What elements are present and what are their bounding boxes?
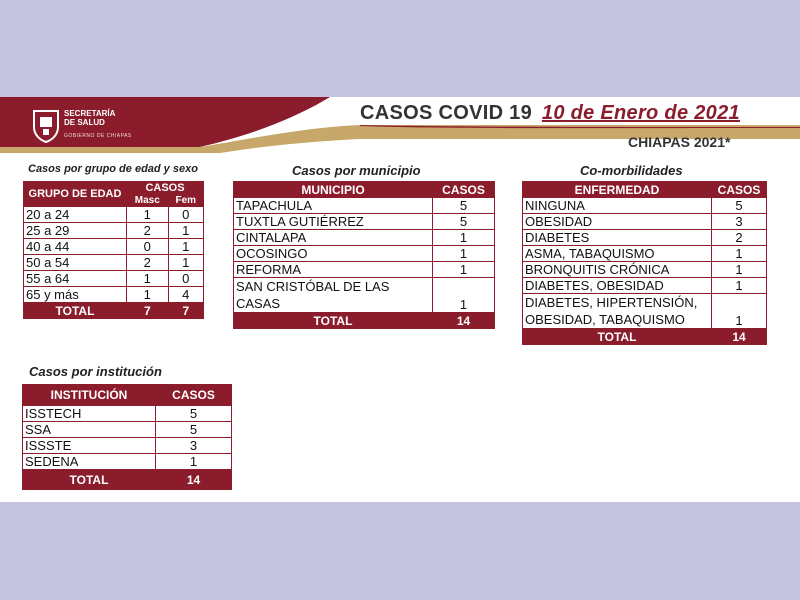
col-institucion: INSTITUCIÓN	[23, 385, 156, 406]
col-casos: CASOS	[156, 385, 232, 406]
logo-line2: DE SALUD	[64, 118, 105, 127]
col-casos: CASOS	[712, 182, 767, 198]
col-casos: CASOS	[433, 182, 495, 198]
institucion-casos: 3	[156, 438, 232, 454]
edad-masc: 0	[127, 239, 169, 255]
state-label: CHIAPAS 2021*	[628, 134, 731, 150]
total-label: TOTAL	[24, 303, 127, 319]
enfermedad-name	[523, 294, 712, 329]
edad-masc: 1	[127, 207, 169, 223]
edad-grupo: 40 a 44	[24, 239, 127, 255]
total-fem: 7	[168, 303, 203, 319]
municipio-name: CINTALAPA	[234, 230, 433, 246]
table-row	[234, 230, 495, 246]
edad-section-title: Casos por grupo de edad y sexo	[28, 163, 198, 175]
enfermedad-name: BRONQUITIS CRÓNICA	[523, 262, 712, 278]
municipio-name	[234, 278, 433, 313]
table-row	[234, 262, 495, 278]
table-row	[24, 255, 204, 271]
enfermedad-name: ASMA, TABAQUISMO	[523, 246, 712, 262]
table-row	[23, 438, 232, 454]
total-row	[23, 470, 232, 490]
table-row	[523, 214, 767, 230]
enfermedad-name: DIABETES	[523, 230, 712, 246]
table-row	[523, 246, 767, 262]
edad-masc: 1	[127, 287, 169, 303]
institucion-casos: 5	[156, 406, 232, 422]
edad-table	[23, 181, 204, 319]
col-fem: Fem	[168, 195, 203, 207]
enfermedad-name: DIABETES, OBESIDAD	[523, 278, 712, 294]
logo-subtitle: GOBIERNO DE CHIAPAS	[64, 133, 132, 139]
table-row	[523, 262, 767, 278]
total-label: TOTAL	[523, 329, 712, 345]
col-grupo-edad: GRUPO DE EDAD	[24, 182, 127, 207]
table-row	[24, 271, 204, 287]
report-sheet	[0, 97, 800, 502]
edad-grupo: 65 y más	[24, 287, 127, 303]
institucion-table	[22, 384, 232, 490]
total-row	[234, 313, 495, 329]
enfermedad-casos: 1	[712, 262, 767, 278]
coat-of-arms-icon	[32, 109, 60, 143]
table-row	[24, 223, 204, 239]
total-label: TOTAL	[234, 313, 433, 329]
edad-header-row	[24, 182, 204, 195]
municipio-table	[233, 181, 495, 329]
edad-fem: 1	[168, 223, 203, 239]
title-text: CASOS COVID 19	[360, 102, 533, 124]
institucion-casos: 1	[156, 454, 232, 470]
municipio-casos: 5	[433, 198, 495, 214]
enfermedad-casos: 1	[712, 246, 767, 262]
edad-fem: 0	[168, 271, 203, 287]
municipio-casos: 1	[433, 230, 495, 246]
municipio-casos: 1	[433, 246, 495, 262]
institucion-casos: 5	[156, 422, 232, 438]
municipio-name: TUXTLA GUTIÉRREZ	[234, 214, 433, 230]
edad-masc: 2	[127, 223, 169, 239]
table-row	[23, 406, 232, 422]
municipio-name: TAPACHULA	[234, 198, 433, 214]
edad-grupo: 20 a 24	[24, 207, 127, 223]
col-casos: CASOS	[127, 182, 204, 195]
municipio-header-row	[234, 182, 495, 198]
enfermedad-name: OBESIDAD	[523, 214, 712, 230]
municipio-casos: 1	[433, 262, 495, 278]
col-municipio: MUNICIPIO	[234, 182, 433, 198]
table-row	[23, 422, 232, 438]
municipio-name-line1: SAN CRISTÓBAL DE LAS	[236, 279, 390, 294]
logo-line1: SECRETARÍA	[64, 109, 116, 118]
edad-grupo: 50 a 54	[24, 255, 127, 271]
table-row	[234, 278, 495, 313]
municipio-casos: 1	[433, 278, 495, 313]
table-row	[523, 294, 767, 329]
municipio-section-title: Casos por municipio	[292, 163, 421, 178]
comorbilidades-header-row	[523, 182, 767, 198]
table-row	[24, 239, 204, 255]
total-label: TOTAL	[23, 470, 156, 490]
edad-grupo: 25 a 29	[24, 223, 127, 239]
comorbilidades-section-title: Co-morbilidades	[580, 163, 683, 178]
institucion-name: ISSSTE	[23, 438, 156, 454]
enfermedad-casos: 1	[712, 278, 767, 294]
municipio-name: REFORMA	[234, 262, 433, 278]
table-row	[234, 198, 495, 214]
enfermedad-casos: 3	[712, 214, 767, 230]
report-date: 10 de Enero de 2021	[541, 102, 740, 124]
enfermedad-name-line2: OBESIDAD, TABAQUISMO	[525, 312, 685, 327]
total-row	[24, 303, 204, 319]
total-value: 14	[156, 470, 232, 490]
table-row	[234, 214, 495, 230]
table-row	[234, 246, 495, 262]
edad-masc: 2	[127, 255, 169, 271]
edad-fem: 0	[168, 207, 203, 223]
comorbilidades-table	[522, 181, 767, 345]
edad-grupo: 55 a 64	[24, 271, 127, 287]
institucion-section-title: Casos por institución	[29, 364, 162, 379]
table-row	[23, 454, 232, 470]
institucion-name: SSA	[23, 422, 156, 438]
municipio-name: OCOSINGO	[234, 246, 433, 262]
table-row	[523, 278, 767, 294]
table-row	[523, 198, 767, 214]
total-masc: 7	[127, 303, 169, 319]
edad-masc: 1	[127, 271, 169, 287]
col-masc: Masc	[127, 195, 169, 207]
institucion-name: SEDENA	[23, 454, 156, 470]
municipio-name-line2: CASAS	[236, 296, 281, 311]
secretaria-salud-logo	[32, 105, 152, 149]
enfermedad-casos: 5	[712, 198, 767, 214]
col-enfermedad: ENFERMEDAD	[523, 182, 712, 198]
edad-fem: 1	[168, 239, 203, 255]
table-row	[24, 207, 204, 223]
municipio-casos: 5	[433, 214, 495, 230]
total-value: 14	[712, 329, 767, 345]
table-row	[24, 287, 204, 303]
enfermedad-name: NINGUNA	[523, 198, 712, 214]
institucion-name: ISSTECH	[23, 406, 156, 422]
page-title	[360, 102, 740, 125]
edad-fem: 4	[168, 287, 203, 303]
enfermedad-name-line1: DIABETES, HIPERTENSIÓN,	[525, 295, 698, 310]
table-row	[523, 230, 767, 246]
total-row	[523, 329, 767, 345]
enfermedad-casos: 1	[712, 294, 767, 329]
edad-fem: 1	[168, 255, 203, 271]
institucion-header-row	[23, 385, 232, 406]
total-value: 14	[433, 313, 495, 329]
enfermedad-casos: 2	[712, 230, 767, 246]
